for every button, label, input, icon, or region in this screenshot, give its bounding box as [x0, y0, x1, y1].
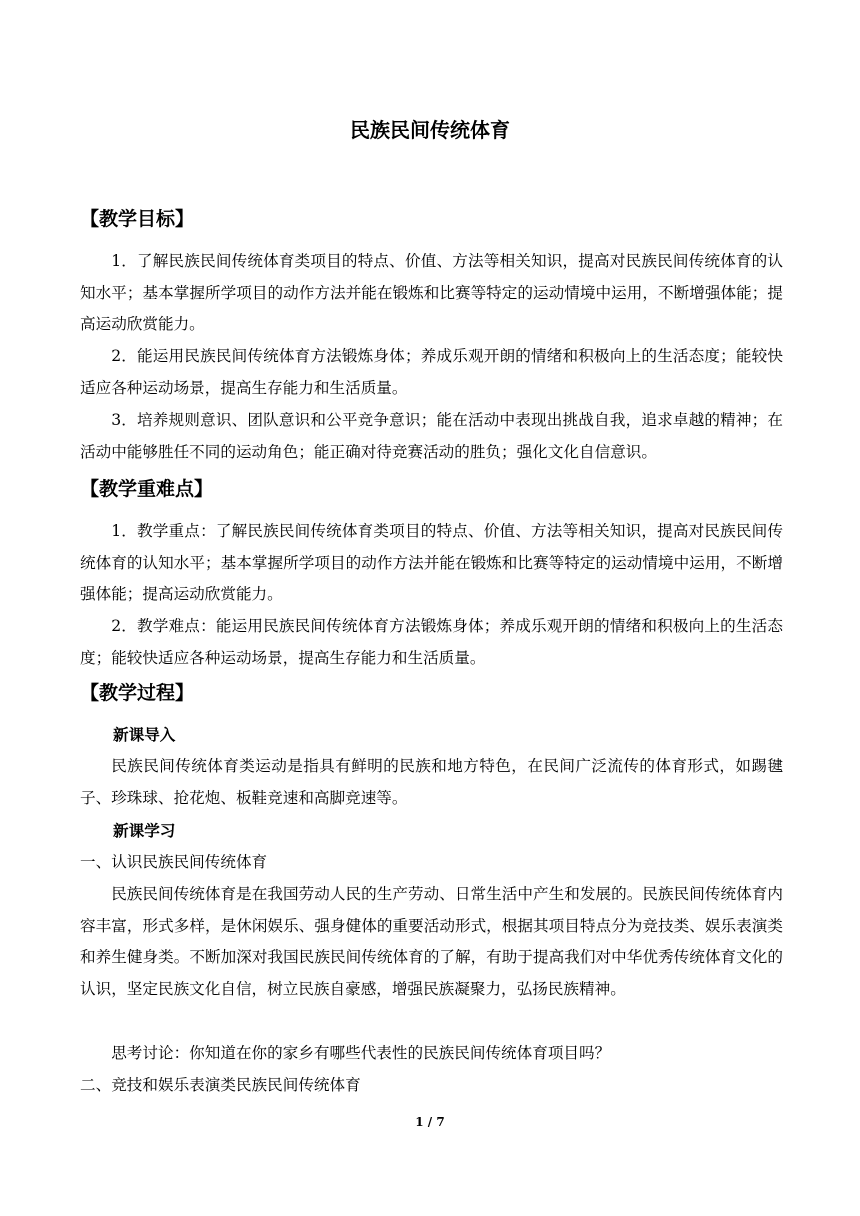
study-label: 新课学习	[113, 821, 176, 840]
section-heading-process: 【教学过程】	[80, 682, 195, 704]
page-number: 1 / 7	[415, 1115, 445, 1129]
intro-text: 民族民间传统体育类运动是指具有鲜明的民族和地方特色，在民间广泛流传的体育形式，如踢毽子、珍珠球、抢花炮、板鞋竞速和高脚竞速等。	[80, 757, 783, 807]
part2-heading: 二、竞技和娱乐表演类民族民间传统体育	[80, 1076, 361, 1094]
key-point-item-2: 2．教学难点：能运用民族民间传统体育方法锻炼身体；养成乐观开朗的情绪和积极向上的生活态度；能较快适应各种运动场景，提高生存能力和生活质量。	[80, 617, 783, 667]
document-title: 民族民间传统体育	[350, 118, 510, 142]
intro-label: 新课导入	[113, 725, 176, 744]
section-heading-key-points: 【教学重难点】	[80, 478, 214, 500]
goal-item-1: 1．了解民族民间传统体育类项目的特点、价值、方法等相关知识，提高对民族民间传统体育的认知水平；基本掌握所学项目的动作方法并能在锻炼和比赛等特定的运动情境中运用，不断增强体能；提高运动欣赏能力。	[80, 252, 783, 333]
part1-text: 民族民间传统体育是在我国劳动人民的生产劳动、日常生活中产生和发展的。民族民间传统体育内容丰富，形式多样，是休闲娱乐、强身健体的重要活动形式，根据其项目特点分为竞技类、娱乐表演类和养生健身类。不断加深对我国民族民间传统体育的了解，有助于提高我们对中华优秀传统体育文化的认识，坚定民族文化自信，树立民族自豪感，增强民族凝聚力，弘扬民族精神。	[80, 885, 783, 998]
section-heading-goals: 【教学目标】	[80, 208, 195, 230]
part1-heading: 一、认识民族民间传统体育	[80, 853, 268, 871]
goal-item-3: 3．培养规则意识、团队意识和公平竞争意识；能在活动中表现出挑战自我，追求卓越的精神；在活动中能够胜任不同的运动角色；能正确对待竞赛活动的胜负；强化文化自信意识。	[80, 411, 783, 461]
discussion-prompt: 思考讨论：你知道在你的家乡有哪些代表性的民族民间传统体育项目吗？	[111, 1044, 611, 1062]
goal-item-2: 2．能运用民族民间传统体育方法锻炼身体；养成乐观开朗的情绪和积极向上的生活态度；能较快适应各种运动场景，提高生存能力和生活质量。	[80, 347, 783, 397]
key-point-item-1: 1．教学重点：了解民族民间传统体育类项目的特点、价值、方法等相关知识，提高对民族民间传统体育的认知水平；基本掌握所学项目的动作方法并能在锻炼和比赛等特定的运动情境中运用，不断增强体能；提高运动欣赏能力。	[80, 522, 783, 603]
